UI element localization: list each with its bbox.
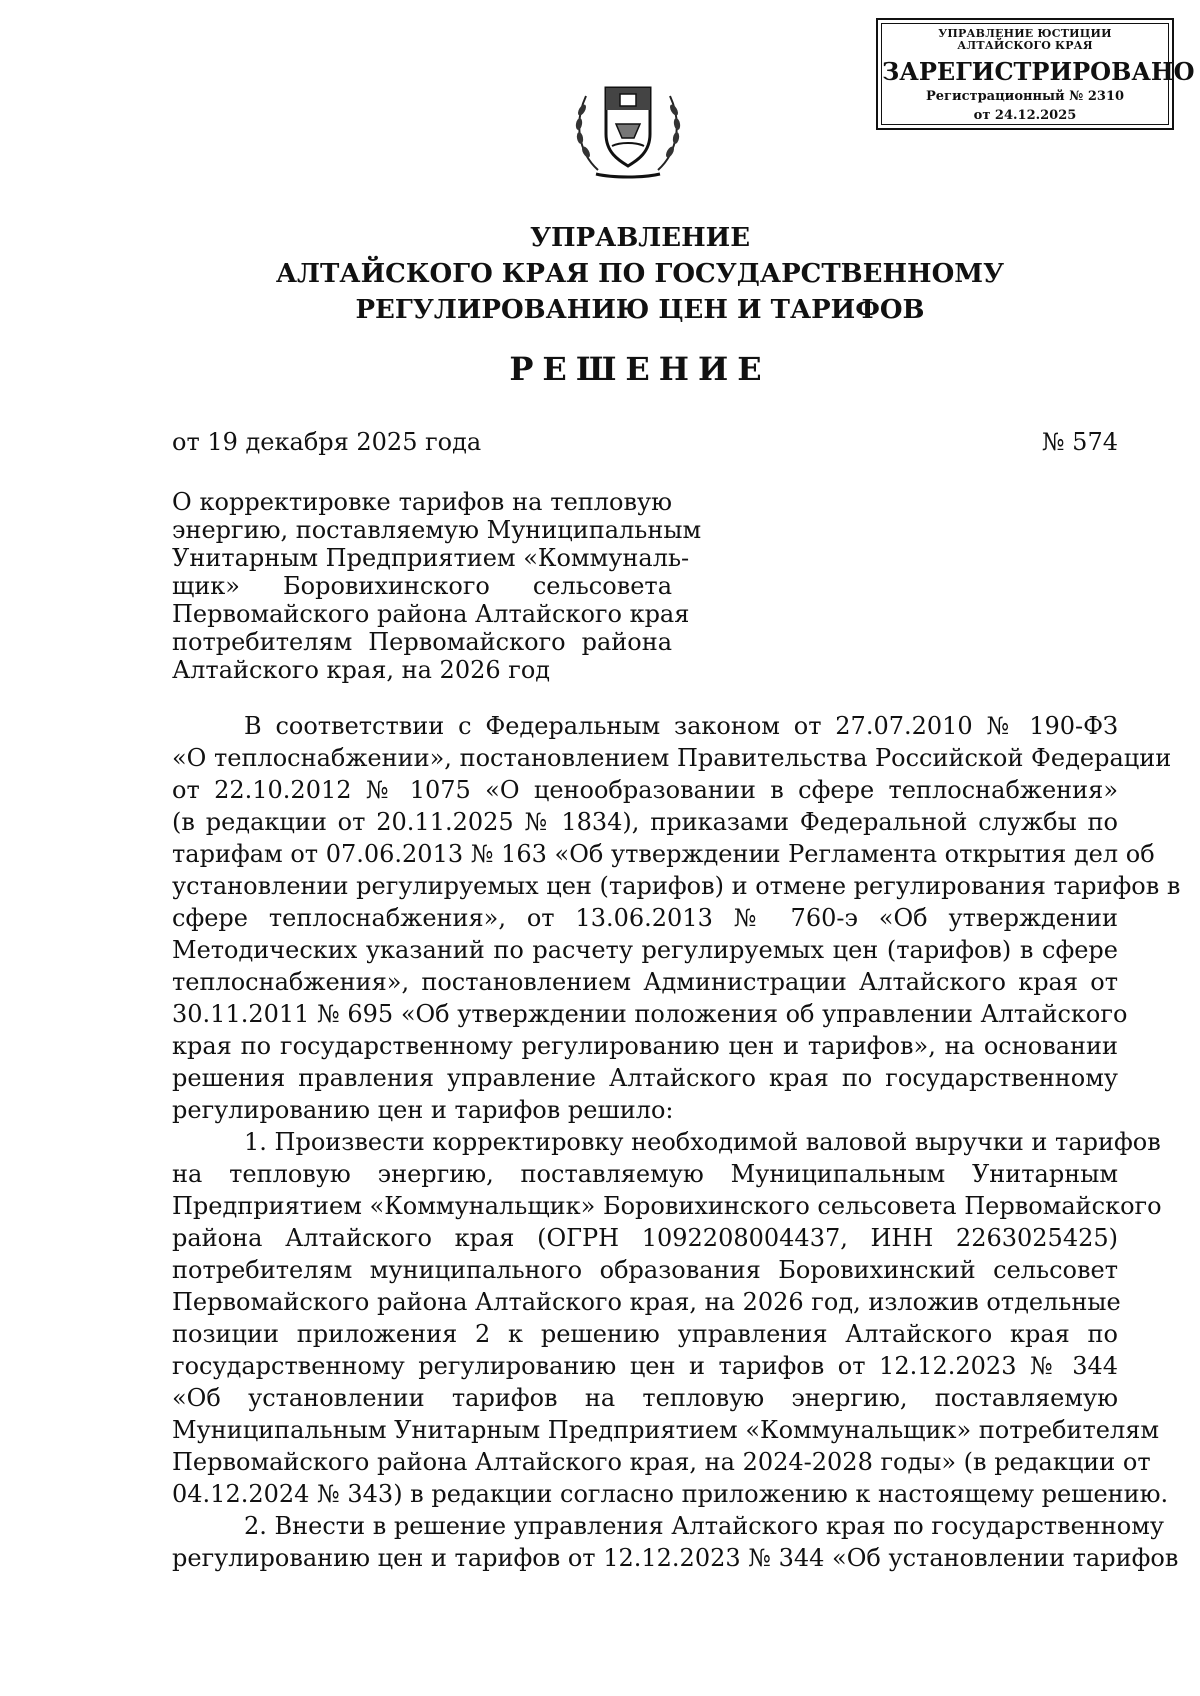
registration-stamp [876,18,1195,130]
body-line: на тепловую энергию, поставляемую Муниципальным Унитарным [172,1160,1118,1188]
body-line: регулированию цен и тарифов от 12.12.2023 № 344 «Об установлении тарифов [172,1544,1179,1572]
subject-line: энергию, поставляемую Муниципальным [172,516,702,544]
organization-title [150,220,1130,328]
subject-line: Унитарным Предприятием «Коммуналь- [172,544,690,572]
stamp-status: ЗАРЕГИСТРИРОВАНО [882,57,1195,86]
body-line: от 22.10.2012 № 1075 «О ценообразовании в сфере теплоснабжения» [172,776,1118,804]
body-line: В соответствии с Федеральным законом от 27.07.2010 № 190-ФЗ [244,712,1118,740]
organization-title-line: РЕГУЛИРОВАНИЮ ЦЕН И ТАРИФОВ [355,295,925,325]
document-body [172,710,1181,1574]
body-line: позиции приложения 2 к решению управления Алтайского края по [172,1320,1118,1348]
body-line: потребителям муниципального образования Боровихинский сельсовет [172,1256,1118,1284]
body-line: края по государственному регулированию цен и тарифов», на основании [172,1032,1118,1060]
document-number: № 574 [1041,428,1118,456]
body-line: теплоснабжения», постановлением Администрации Алтайского края от [172,968,1118,996]
body-line: района Алтайского края (ОГРН 1092208004437, ИНН 2263025425) [172,1224,1118,1252]
body-line: государственному регулированию цен и тарифов от 12.12.2023 № 344 [172,1352,1118,1380]
body-line: Предприятием «Коммунальщик» Боровихинского сельсовета Первомайского [172,1192,1162,1220]
body-line: 1. Произвести корректировку необходимой валовой выручки и тарифов [244,1128,1161,1156]
subject-line: Первомайского района Алтайского края [172,600,690,628]
altai-krai-coat-of-arms-icon [568,62,688,182]
body-line: (в редакции от 20.11.2025 № 1834), приказами Федеральной службы по [172,808,1118,836]
body-line: «О теплоснабжении», постановлением Правительства Российской Федерации [172,744,1172,772]
document-date: от 19 декабря 2025 года [172,428,482,456]
body-line: 04.12.2024 № 343) в редакции согласно приложению к настоящему решению. [172,1480,1169,1508]
registration-stamp-inner [881,23,1195,125]
body-line: Первомайского района Алтайского края, на 2026 год, изложив отдельные [172,1288,1121,1316]
body-line: Муниципальным Унитарным Предприятием «Коммунальщик» потребителям [172,1416,1160,1444]
subject-line: щик» Боровихинского сельсовета [172,572,672,600]
body-line: регулированию цен и тарифов решило: [172,1096,674,1124]
organization-title-line: АЛТАЙСКОГО КРАЯ ПО ГОСУДАРСТВЕННОМУ [275,259,1005,289]
body-line: Первомайского района Алтайского края, на 2024-2028 годы» (в редакции от [172,1448,1151,1476]
body-line: тарифам от 07.06.2013 № 163 «Об утверждении Регламента открытия дел об [172,840,1155,868]
body-line: установлении регулируемых цен (тарифов) и отмене регулирования тарифов в [172,872,1181,900]
subject-line: потребителям Первомайского района [172,628,672,656]
body-line: «Об установлении тарифов на тепловую энергию, поставляемую [172,1384,1118,1412]
document-type-heading: РЕШЕНИЕ [509,350,771,388]
body-line: 30.11.2011 № 695 «Об утверждении положения об управлении Алтайского [172,1000,1128,1028]
organization-title-line: УПРАВЛЕНИЕ [529,223,751,253]
subject-line: Алтайского края, на 2026 год [172,656,551,684]
body-line: Методических указаний по расчету регулируемых цен (тарифов) в сфере [172,936,1118,964]
document-subject [172,488,702,684]
body-line: решения правления управление Алтайского края по государственному [172,1064,1118,1092]
stamp-reg-date: от 24.12.2025 [973,108,1077,123]
body-line: сфере теплоснабжения», от 13.06.2013 № 760-э «Об утверждении [172,904,1118,932]
stamp-org-line-1: УПРАВЛЕНИЕ ЮСТИЦИИ [938,27,1112,40]
stamp-org-line-2: АЛТАЙСКОГО КРАЯ [957,39,1093,52]
body-line: 2. Внести в решение управления Алтайского края по государственному [244,1512,1165,1540]
subject-line: О корректировке тарифов на тепловую [172,488,672,516]
stamp-reg-number: Регистрационный № 2310 [925,89,1125,104]
